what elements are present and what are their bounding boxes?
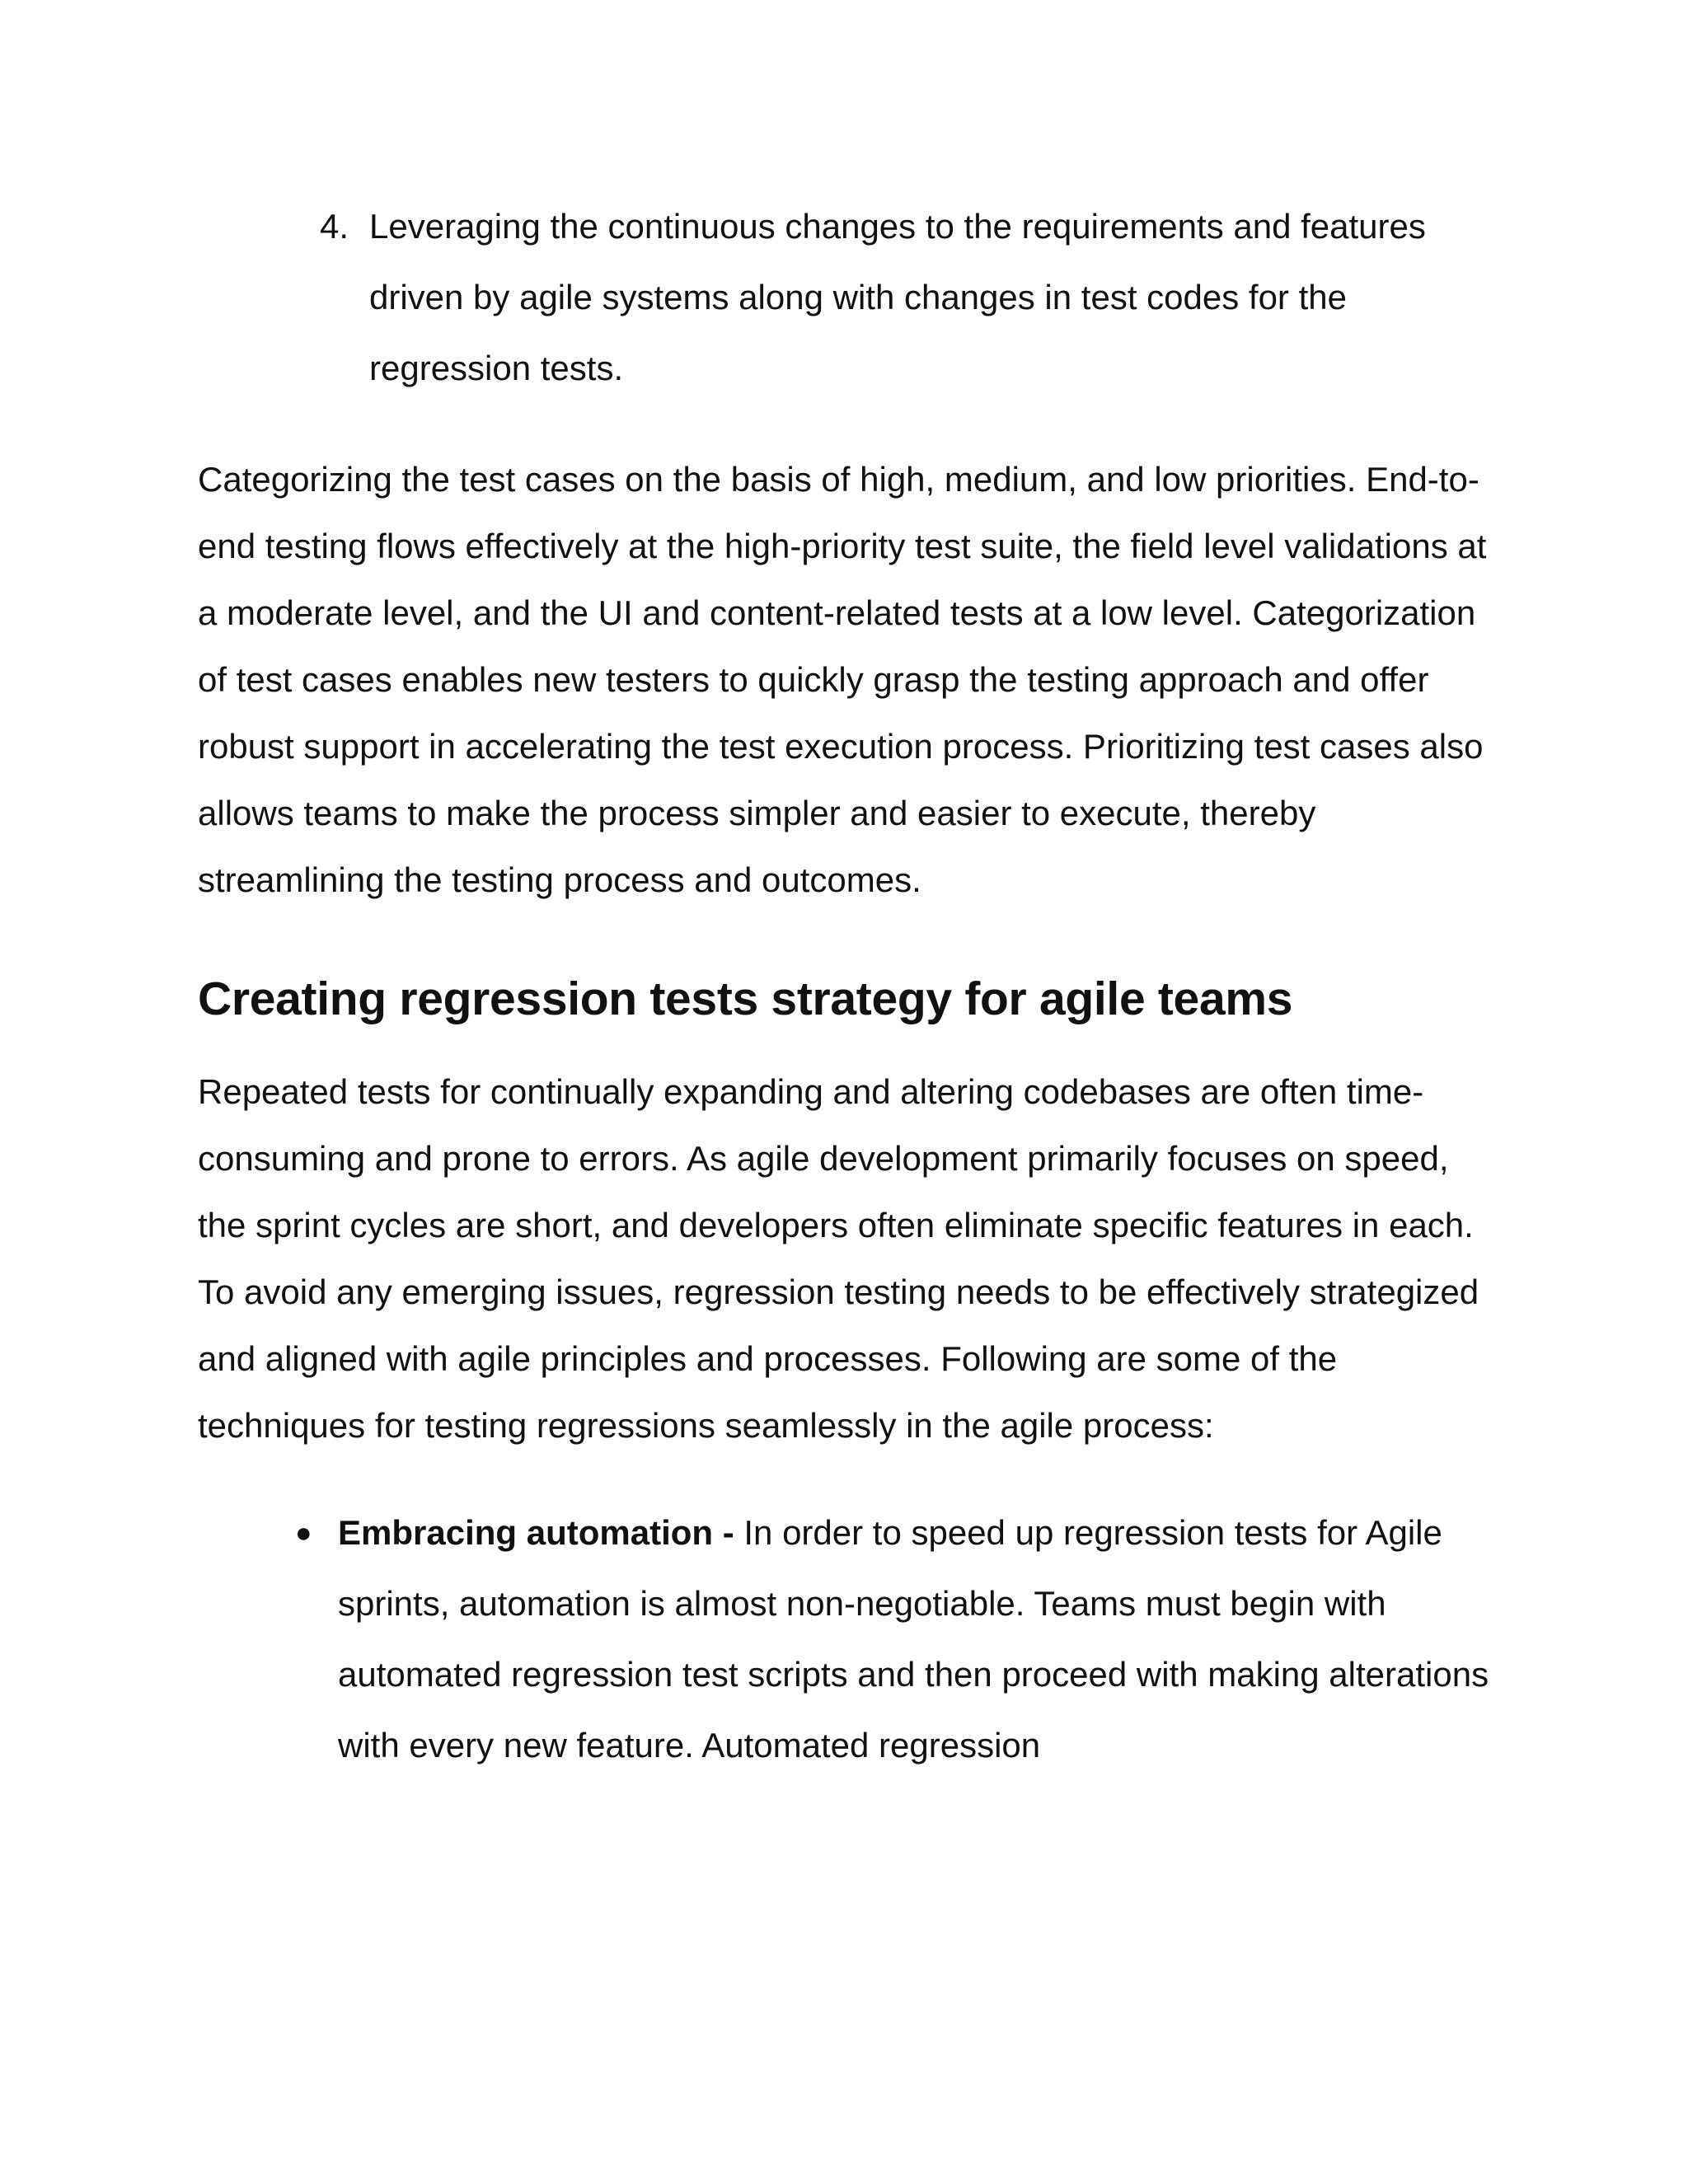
- list-number: 4.: [320, 207, 349, 246]
- paragraph-intro: Repeated tests for continually expanding and altering codebases are often time-consuming and prone to errors. As agile development primarily focuses on speed, the sprint cycles are short, and developers often eliminate specific features in each. To avoid any emerging issues, regression testing needs to be effectively strategized and aligned with agile principles and processes. Following are some of the techniques for testing regressions seamlessly in the agile process:: [198, 1072, 1479, 1445]
- bullet-text: In order to speed up regression tests for Agile sprints, automation is almost non-negotiable. Teams must begin with automated regression test scripts and then proceed with making alterations with every new feature. Automated regression: [338, 1513, 1489, 1765]
- bullet-list-item: [295, 1497, 1492, 1781]
- bullet-marker: ●: [295, 1517, 312, 1549]
- bullet-title: Embracing automation -: [338, 1513, 734, 1552]
- numbered-list-item: [320, 191, 1492, 404]
- paragraph-prioritization: Categorizing the test cases on the basis of high, medium, and low priorities. End-to-end testing flows effectively at the high-priority test suite, the field level validations at a moderate level, and the UI and content-related tests at a low level. Categorization of test cases enables new testers to quickly grasp the testing approach and offer robust support in accelerating the test execution process. Prioritizing test cases also allows teams to make the process simpler and easier to execute, thereby streamlining the testing process and outcomes.: [198, 460, 1487, 899]
- document-content: [198, 191, 1492, 1781]
- list-item-text: Leveraging the continuous changes to the requirements and features driven by agile systems along with changes in test codes for the regression tests.: [369, 207, 1426, 387]
- section-heading: Creating regression tests strategy for agile teams: [198, 972, 1293, 1025]
